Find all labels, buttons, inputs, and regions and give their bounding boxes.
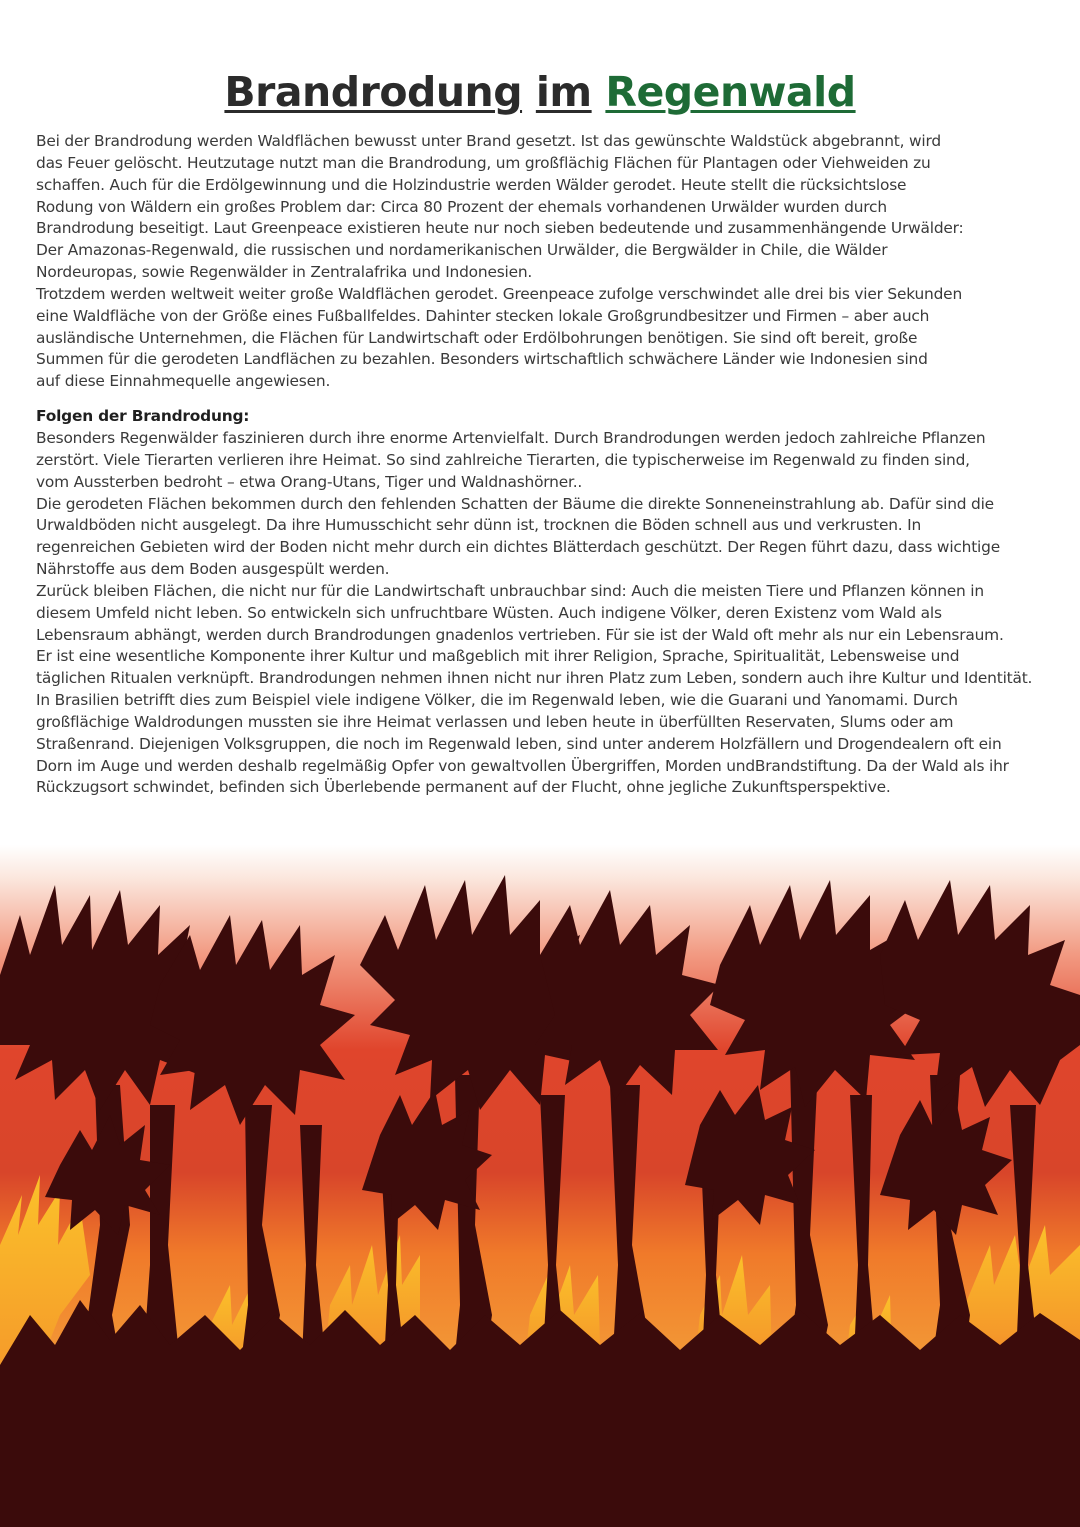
text-line: täglichen Ritualen verknüpft. Brandrodungen nehmen ihnen nicht nur ihren Platz zum Leben, sondern auch ihre Kultur und Identität. <box>36 669 1033 688</box>
text-line: Dorn im Auge und werden deshalb regelmäßig Opfer von gewaltvollen Übergriffen, Morden undBrandstiftung. Da der Wald als ihr <box>36 756 1009 775</box>
text-line: das Feuer gelöscht. Heutzutage nutzt man die Brandrodung, um großflächig Flächen für Plantagen oder Viehweiden zu <box>36 153 931 172</box>
text-line: vom Aussterben bedroht – etwa Orang-Utans, Tiger und Waldnashörner.. <box>36 472 583 491</box>
title-word-brandrodung: Brandrodung <box>224 68 523 116</box>
text-line: ausländische Unternehmen, die Flächen für Landwirtschaft oder Erdölbohrungen benötigen. Sie sind oft bereit, große <box>36 328 918 347</box>
text-line: Rodung von Wäldern ein großes Problem dar: Circa 80 Prozent der ehemals vorhandenen Urwälder wurden durch <box>36 197 887 216</box>
text-line: regenreichen Gebieten wird der Boden nicht mehr durch ein dichtes Blätterdach geschützt. Der Regen führt dazu, dass wichtige <box>36 538 1000 557</box>
forest-fire-icon <box>0 845 1080 1527</box>
section-gap <box>36 393 1066 406</box>
section-heading: Folgen der Brandrodung: <box>36 407 250 426</box>
text-line: Die gerodeten Flächen bekommen durch den fehlenden Schatten der Bäume die direkte Sonneneinstrahlung ab. Dafür sind die <box>36 494 994 513</box>
text-line: Bei der Brandrodung werden Waldflächen bewusst unter Brand gesetzt. Ist das gewünschte Waldstück abgebrannt, wird <box>36 132 941 150</box>
text-line: Rückzugsort schwindet, befinden sich Überlebende permanent auf der Flucht, ohne jegliche Zukunftsperspektive. <box>36 778 891 797</box>
intro-text <box>36 131 1066 393</box>
title-word-regenwald: Regenwald <box>605 68 856 116</box>
text-line: Der Amazonas-Regenwald, die russischen und nordamerikanischen Urwälder, die Bergwälder in Chile, die Wälder <box>36 241 888 260</box>
text-line: Besonders Regenwälder faszinieren durch ihre enorme Artenvielfalt. Durch Brandrodungen werden jedoch zahlreiche Pflanzen <box>36 428 986 447</box>
text-line: Summen für die gerodeten Landflächen zu bezahlen. Besonders wirtschaftlich schwächere Länder wie Indonesien sind <box>36 350 928 369</box>
burning-rainforest-illustration <box>0 845 1080 1527</box>
text-line: zerstört. Viele Tierarten verlieren ihre Heimat. So sind zahlreiche Tierarten, die typischerweise im Regenwald zu finden sind, <box>36 450 970 469</box>
text-line: Zurück bleiben Flächen, die nicht nur für die Landwirtschaft unbrauchbar sind: Auch die meisten Tiere und Pflanzen können in <box>36 581 984 600</box>
text-line: schaffen. Auch für die Erdölgewinnung und die Holzindustrie werden Wälder gerodet. Heute stellt die rücksichtslose <box>36 175 907 194</box>
text-line: Trotzdem werden weltweit weiter große Waldflächen gerodet. Greenpeace zufolge verschwindet alle drei bis vier Sekunden <box>36 284 963 303</box>
title-word-im: im <box>535 68 592 116</box>
text-line: diesem Umfeld nicht leben. So entwickeln sich unfruchtbare Wüsten. Auch indigene Völker, deren Existenz vom Wald als <box>36 603 942 622</box>
text-line: Nährstoffe aus dem Boden ausgespült werden. <box>36 560 390 579</box>
article-body <box>36 131 1066 799</box>
text-line: In Brasilien betrifft dies zum Beispiel viele indigene Völker, die im Regenwald leben, wie die Guarani und Yanomami. Durch <box>36 691 958 710</box>
consequences-text <box>36 428 1066 799</box>
text-line: auf diese Einnahmequelle angewiesen. <box>36 372 331 391</box>
text-line: Nordeuropas, sowie Regenwälder in Zentralafrika und Indonesien. <box>36 263 533 282</box>
text-line: Urwaldböden nicht ausgelegt. Da ihre Humusschicht sehr dünn ist, trocknen die Böden schnell aus und verkrusten. In <box>36 516 922 535</box>
text-line: großflächige Waldrodungen mussten sie ihre Heimat verlassen und leben heute in überfüllten Reservaten, Slums oder am <box>36 712 954 731</box>
page-title <box>0 66 1080 118</box>
text-line: Brandrodung beseitigt. Laut Greenpeace existieren heute nur noch sieben bedeutende und zusammenhängende Urwälder: <box>36 219 964 238</box>
text-line: Er ist eine wesentliche Komponente ihrer Kultur und maßgeblich mit ihrer Religion, Sprache, Spiritualität, Lebensweise und <box>36 647 960 666</box>
text-line: eine Waldfläche von der Größe eines Fußballfeldes. Dahinter stecken lokale Großgrundbesitzer und Firmen – aber auch <box>36 306 930 325</box>
text-line: Straßenrand. Diejenigen Volksgruppen, die noch im Regenwald leben, sind unter anderem Holzfällern und Drogendealern oft ein <box>36 734 1002 753</box>
text-line: Lebensraum abhängt, werden durch Brandrodungen gnadenlos vertrieben. Für sie ist der Wald oft mehr als nur ein Lebensraum. <box>36 625 1004 644</box>
